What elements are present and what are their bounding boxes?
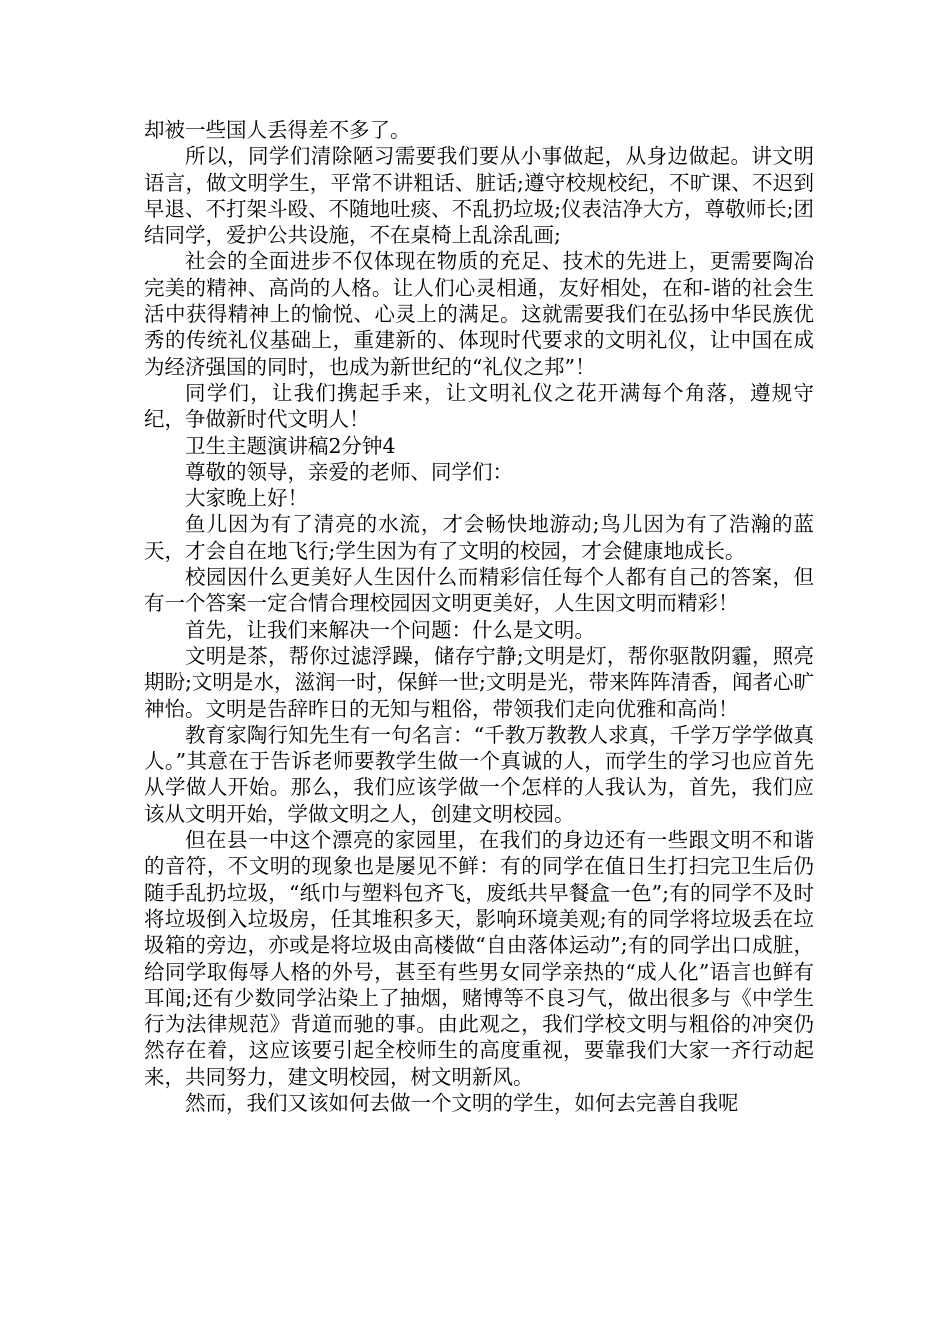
paragraph-13: 但在县一中这个漂亮的家园里，在我们的身边还有一些跟文明不和谐的音符，不文明的现象也是屡见不鲜：有的同学在值日生打扫完卫生后仍随手乱扔垃圾，“纸巾与塑料包齐飞，废纸共早餐盒一色”;有的同学不及时将垃圾倒入垃圾房，任其堆积多天，影响环境美观;有的同学将垃圾丢在垃圾箱的旁边，亦或是将垃圾由高楼做“自由落体运动”;有的同学出口成脏，给同学取侮辱人格的外号，甚至有些男女同学亲热的“成人化”语言也鲜有耳闻;还有少数同学沾染上了抽烟，赌博等不良习气，做出很多与《中学生行为法律规范》背道而驰的事。由此观之，我们学校文明与粗俗的冲突仍然存在着，这应该要引起全校师生的高度重视，要靠我们大家一齐行动起来，共同努力，建文明校园，树文明新风。	[144, 828, 814, 1089]
section-heading: 卫生主题演讲稿2分钟4	[185, 433, 396, 458]
salutation: 尊敬的领导，亲爱的老师、同学们：	[185, 459, 513, 484]
greeting: 大家晚上好！	[185, 486, 308, 511]
paragraph-4: 同学们，让我们携起手来，让文明礼仪之花开满每个角落，遵规守纪，争做新时代文明人！	[144, 380, 814, 432]
paragraph-8: 鱼儿因为有了清亮的水流，才会畅快地游动;鸟儿因为有了浩瀚的蓝天，才会自在地飞行;学生因为有了文明的校园，才会健康地成长。	[144, 512, 814, 563]
paragraph-14: 然而，我们又该如何去做一个文明的学生，如何去完善自我呢	[185, 1090, 739, 1115]
document-page	[144, 117, 814, 1116]
paragraph-3: 社会的全面进步不仅体现在物质的充足、技术的先进上，更需要陶冶完美的精神、高尚的人格。让人们心灵相通，友好相处，在和-谐的社会生活中获得精神上的愉悦、心灵上的满足。这就需要我们在弘扬中华民族优秀的传统礼仪基础上，重建新的、体现时代要求的文明礼仪，让中国在成为经济强国的同时，也成为新世纪的“礼仪之邦”！	[144, 249, 814, 379]
paragraph-1: 却被一些国人丢得差不多了。	[144, 118, 411, 142]
paragraph-12: 教育家陶行知先生有一句名言：“千教万教教人求真，千学万学学做真人。”其意在于告诉老师要教学生做一个真诚的人，而学生的学习也应首先从学做人开始。那么，我们应该学做一个怎样的人我认为，首先，我们应该从文明开始，学做文明之人，创建文明校园。	[144, 722, 814, 826]
paragraph-10: 首先，让我们来解决一个问题：什么是文明。	[185, 617, 595, 642]
paragraph-2: 所以，同学们清除陋习需要我们要从小事做起，从身边做起。讲文明语言，做文明学生，平常不讲粗话、脏话;遵守校规校纪，不旷课、不迟到早退、不打架斗殴、不随地吐痰、不乱扔垃圾;仪表洁净大方，尊敬师长;团结同学，爱护公共设施，不在桌椅上乱涂乱画;	[144, 144, 814, 248]
paragraph-11: 文明是茶，帮你过滤浮躁，储存宁静;文明是灯，帮你驱散阴霾，照亮期盼;文明是水，滋润一时，保鲜一世;文明是光，带来阵阵清香，闻者心旷神怡。文明是告辞昨日的无知与粗俗，带领我们走向优雅和高尚！	[144, 643, 814, 721]
paragraph-9: 校园因什么更美好人生因什么而精彩信任每个人都有自己的答案，但有一个答案一定合情合理校园因文明更美好，人生因文明而精彩！	[144, 565, 814, 616]
